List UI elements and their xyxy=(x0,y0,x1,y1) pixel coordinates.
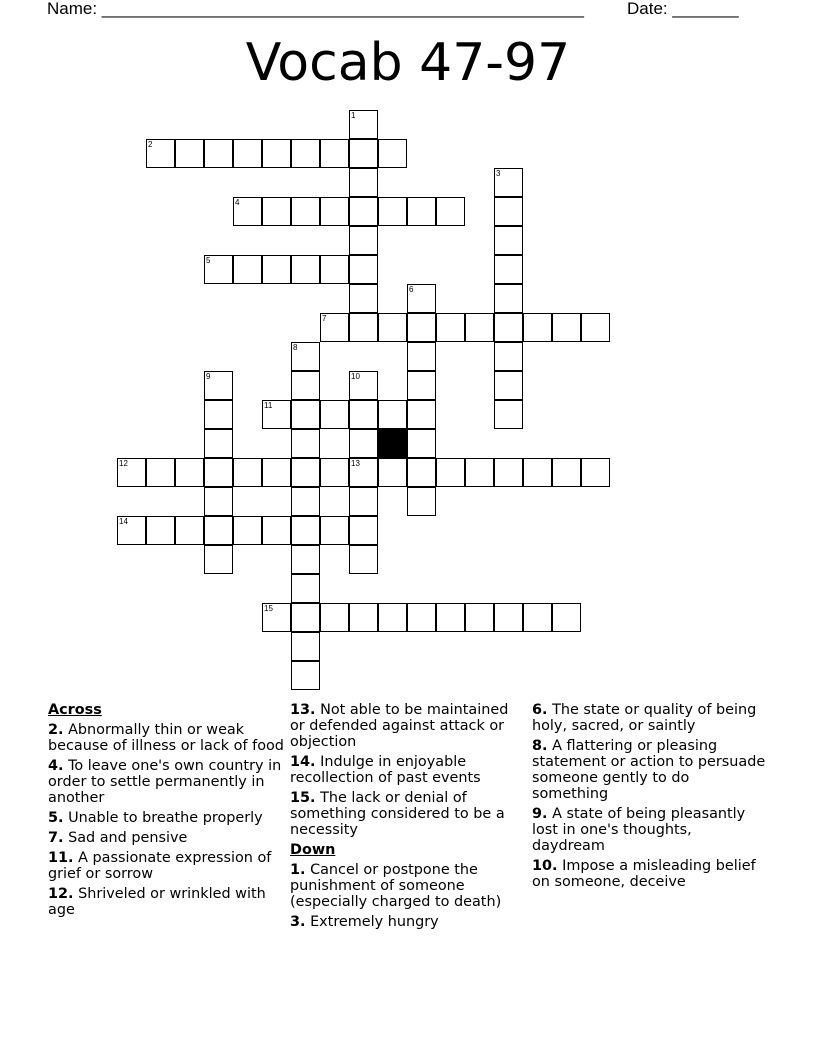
crossword-cell[interactable] xyxy=(291,342,320,371)
clue-text: Not able to be maintained or defended against attack or objection xyxy=(290,702,509,750)
clue-item xyxy=(48,722,284,754)
clue-number-label: 7 xyxy=(322,314,327,323)
clue-item xyxy=(532,702,768,734)
crossword-cell[interactable] xyxy=(175,458,204,487)
crossword-cell[interactable] xyxy=(349,603,378,632)
clue-column-2 xyxy=(290,702,526,934)
crossword-cell[interactable] xyxy=(349,487,378,516)
clue-text: The state or quality of being holy, sacred, or saintly xyxy=(532,702,757,734)
crossword-cell[interactable] xyxy=(465,603,494,632)
crossword-cell[interactable] xyxy=(291,603,320,632)
clue-number: 5. xyxy=(48,810,64,826)
crossword-cell[interactable] xyxy=(291,516,320,545)
crossword-cell[interactable] xyxy=(320,313,349,342)
clue-text: The lack or denial of something considered to be a necessity xyxy=(290,790,505,838)
crossword-cell[interactable] xyxy=(407,400,436,429)
crossword-cell[interactable] xyxy=(378,400,407,429)
clue-text: Unable to breathe properly xyxy=(68,810,263,826)
crossword-cell[interactable] xyxy=(262,139,291,168)
crossword-cell[interactable] xyxy=(320,458,349,487)
crossword-cell[interactable] xyxy=(436,458,465,487)
crossword-cell[interactable] xyxy=(204,139,233,168)
clue-number-label: 11 xyxy=(264,401,273,410)
clue-number-label: 10 xyxy=(351,372,360,381)
crossword-cell[interactable] xyxy=(291,632,320,661)
clue-text: Impose a misleading belief on someone, deceive xyxy=(532,858,756,890)
clue-number-label: 8 xyxy=(293,343,298,352)
crossword-cell[interactable] xyxy=(291,255,320,284)
crossword-cell[interactable] xyxy=(204,371,233,400)
crossword-cell[interactable] xyxy=(320,603,349,632)
crossword-cell[interactable] xyxy=(204,255,233,284)
crossword-cell[interactable] xyxy=(378,313,407,342)
crossword-cell[interactable] xyxy=(117,516,146,545)
crossword-cell[interactable] xyxy=(581,313,610,342)
crossword-cell[interactable] xyxy=(349,458,378,487)
crossword-cell[interactable] xyxy=(291,371,320,400)
clue-item xyxy=(290,790,526,838)
page-title: Vocab 47-97 xyxy=(245,33,571,93)
clue-item xyxy=(48,886,284,918)
crossword-cell[interactable] xyxy=(349,429,378,458)
crossword-cell[interactable] xyxy=(349,400,378,429)
crossword-cell[interactable] xyxy=(494,197,523,226)
crossword-cell[interactable] xyxy=(494,226,523,255)
date-field-label: Date: _______ xyxy=(627,0,739,18)
clue-number: 2. xyxy=(48,722,64,738)
clue-item xyxy=(532,806,768,854)
clue-number: 11. xyxy=(48,850,74,866)
crossword-cell[interactable] xyxy=(494,313,523,342)
crossword-cell[interactable] xyxy=(494,458,523,487)
crossword-cell[interactable] xyxy=(523,603,552,632)
crossword-cell[interactable] xyxy=(291,661,320,690)
crossword-cell[interactable] xyxy=(204,516,233,545)
crossword-cell[interactable] xyxy=(233,516,262,545)
clue-number-label: 13 xyxy=(351,459,360,468)
clue-item xyxy=(48,850,284,882)
clue-item xyxy=(290,862,526,910)
crossword-cell[interactable] xyxy=(349,284,378,313)
clue-item xyxy=(48,830,284,846)
crossword-cell[interactable] xyxy=(233,197,262,226)
crossword-cell[interactable] xyxy=(175,139,204,168)
clue-text: Indulge in enjoyable recollection of past events xyxy=(290,754,481,786)
crossword-cell[interactable] xyxy=(378,139,407,168)
crossword-cell[interactable] xyxy=(291,574,320,603)
crossword-cell[interactable] xyxy=(233,255,262,284)
crossword-cell[interactable] xyxy=(465,313,494,342)
clue-number-label: 12 xyxy=(119,459,128,468)
crossword-cell[interactable] xyxy=(204,400,233,429)
clue-number-label: 6 xyxy=(409,285,414,294)
clue-number: 8. xyxy=(532,738,548,754)
crossword-cell[interactable] xyxy=(552,458,581,487)
crossword-cell[interactable] xyxy=(407,313,436,342)
clue-number-label: 14 xyxy=(119,517,128,526)
clue-number: 4. xyxy=(48,758,64,774)
crossword-cell[interactable] xyxy=(407,603,436,632)
crossword-cell[interactable] xyxy=(349,110,378,139)
crossword-cell[interactable] xyxy=(494,168,523,197)
crossword-cell[interactable] xyxy=(262,255,291,284)
crossword-cell[interactable] xyxy=(262,603,291,632)
crossword-cell[interactable] xyxy=(146,516,175,545)
name-field-label: Name: ___________________________________________________ xyxy=(47,0,584,18)
crossword-cell[interactable] xyxy=(291,400,320,429)
crossword-cell[interactable] xyxy=(320,255,349,284)
clue-text: Shriveled or wrinkled with age xyxy=(48,886,266,918)
crossword-cell[interactable] xyxy=(494,371,523,400)
clue-number-label: 1 xyxy=(351,111,356,120)
crossword-cell[interactable] xyxy=(581,458,610,487)
crossword-cell[interactable] xyxy=(523,458,552,487)
clue-section-heading: Down xyxy=(290,842,336,858)
clue-number: 3. xyxy=(290,914,306,930)
clue-text: Cancel or postpone the punishment of someone (especially charged to death) xyxy=(290,862,502,910)
clue-number: 10. xyxy=(532,858,558,874)
clue-number-label: 5 xyxy=(206,256,211,265)
clue-text: Extremely hungry xyxy=(310,914,439,930)
crossword-cell[interactable] xyxy=(175,516,204,545)
clue-section-heading: Across xyxy=(48,702,102,718)
crossword-cell[interactable] xyxy=(291,458,320,487)
crossword-cell[interactable] xyxy=(494,603,523,632)
clue-number-label: 15 xyxy=(264,604,273,613)
crossword-cell[interactable] xyxy=(291,545,320,574)
crossword-cell[interactable] xyxy=(204,429,233,458)
clue-number-label: 4 xyxy=(235,198,240,207)
clue-number-label: 3 xyxy=(496,169,501,178)
crossword-cell[interactable] xyxy=(349,139,378,168)
clue-number: 1. xyxy=(290,862,306,878)
crossword-cell[interactable] xyxy=(291,429,320,458)
crossword-cell[interactable] xyxy=(378,603,407,632)
clue-item xyxy=(290,754,526,786)
crossword-cell[interactable] xyxy=(204,487,233,516)
crossword-cell[interactable] xyxy=(233,458,262,487)
crossword-cell[interactable] xyxy=(291,197,320,226)
crossword-cell[interactable] xyxy=(465,458,494,487)
clue-number: 14. xyxy=(290,754,316,770)
crossword-cell[interactable] xyxy=(320,197,349,226)
crossword-cell[interactable] xyxy=(436,313,465,342)
clue-text: A flattering or pleasing statement or action to persuade someone gently to do something xyxy=(532,738,766,802)
crossword-cell[interactable] xyxy=(407,197,436,226)
crossword-cell[interactable] xyxy=(349,197,378,226)
crossword-cell[interactable] xyxy=(349,516,378,545)
crossword-cell[interactable] xyxy=(320,516,349,545)
clue-item xyxy=(48,758,284,806)
clue-text: A passionate expression of grief or sorrow xyxy=(48,850,272,882)
crossword-cell[interactable] xyxy=(320,400,349,429)
clue-column-3 xyxy=(532,702,768,894)
clue-number-label: 2 xyxy=(148,140,153,149)
clue-text: Abnormally thin or weak because of illness or lack of food xyxy=(48,722,284,754)
clue-number: 9. xyxy=(532,806,548,822)
clue-number: 15. xyxy=(290,790,316,806)
crossword-cell[interactable] xyxy=(552,313,581,342)
crossword-cell[interactable] xyxy=(523,313,552,342)
crossword-cell[interactable] xyxy=(407,487,436,516)
clue-number: 12. xyxy=(48,886,74,902)
crossword-cell[interactable] xyxy=(349,226,378,255)
crossword-cell[interactable] xyxy=(407,342,436,371)
crossword-cell[interactable] xyxy=(349,313,378,342)
crossword-cell[interactable] xyxy=(407,458,436,487)
clue-item xyxy=(290,914,526,930)
crossword-cell[interactable] xyxy=(291,487,320,516)
crossword-cell[interactable] xyxy=(349,168,378,197)
clue-item xyxy=(532,738,768,802)
crossword-cell[interactable] xyxy=(407,284,436,313)
crossword-cell[interactable] xyxy=(552,603,581,632)
crossword-cell[interactable] xyxy=(436,197,465,226)
crossword-cell[interactable] xyxy=(204,545,233,574)
clue-number-label: 9 xyxy=(206,372,211,381)
clue-column-1 xyxy=(48,702,284,922)
crossword-cell[interactable] xyxy=(262,516,291,545)
crossword-cell[interactable] xyxy=(349,545,378,574)
crossword-cell[interactable] xyxy=(407,429,436,458)
clue-text: Sad and pensive xyxy=(68,830,188,846)
clue-number: 13. xyxy=(290,702,316,718)
crossword-cell[interactable] xyxy=(407,371,436,400)
clue-item xyxy=(532,858,768,890)
clue-number: 7. xyxy=(48,830,64,846)
clue-item xyxy=(48,810,284,826)
crossword-cell[interactable] xyxy=(233,139,262,168)
crossword-cell[interactable] xyxy=(436,603,465,632)
crossword-cell[interactable] xyxy=(291,139,320,168)
crossword-cell[interactable] xyxy=(378,458,407,487)
clue-text: To leave one's own country in order to settle permanently in another xyxy=(48,758,282,806)
crossword-cell[interactable] xyxy=(320,139,349,168)
crossword-cell[interactable] xyxy=(262,197,291,226)
crossword-cell[interactable] xyxy=(146,458,175,487)
crossword-cell[interactable] xyxy=(494,284,523,313)
crossword-cell[interactable] xyxy=(349,371,378,400)
crossword-cell[interactable] xyxy=(262,458,291,487)
clue-number: 6. xyxy=(532,702,548,718)
blocked-cell xyxy=(378,429,407,458)
clue-text: A state of being pleasantly lost in one's thoughts, daydream xyxy=(532,806,746,854)
crossword-cell[interactable] xyxy=(494,400,523,429)
crossword-cell[interactable] xyxy=(204,458,233,487)
crossword-cell[interactable] xyxy=(349,255,378,284)
crossword-cell[interactable] xyxy=(262,400,291,429)
crossword-cell[interactable] xyxy=(146,139,175,168)
crossword-cell[interactable] xyxy=(378,197,407,226)
clue-item xyxy=(290,702,526,750)
crossword-cell[interactable] xyxy=(494,342,523,371)
crossword-cell[interactable] xyxy=(117,458,146,487)
crossword-cell[interactable] xyxy=(494,255,523,284)
